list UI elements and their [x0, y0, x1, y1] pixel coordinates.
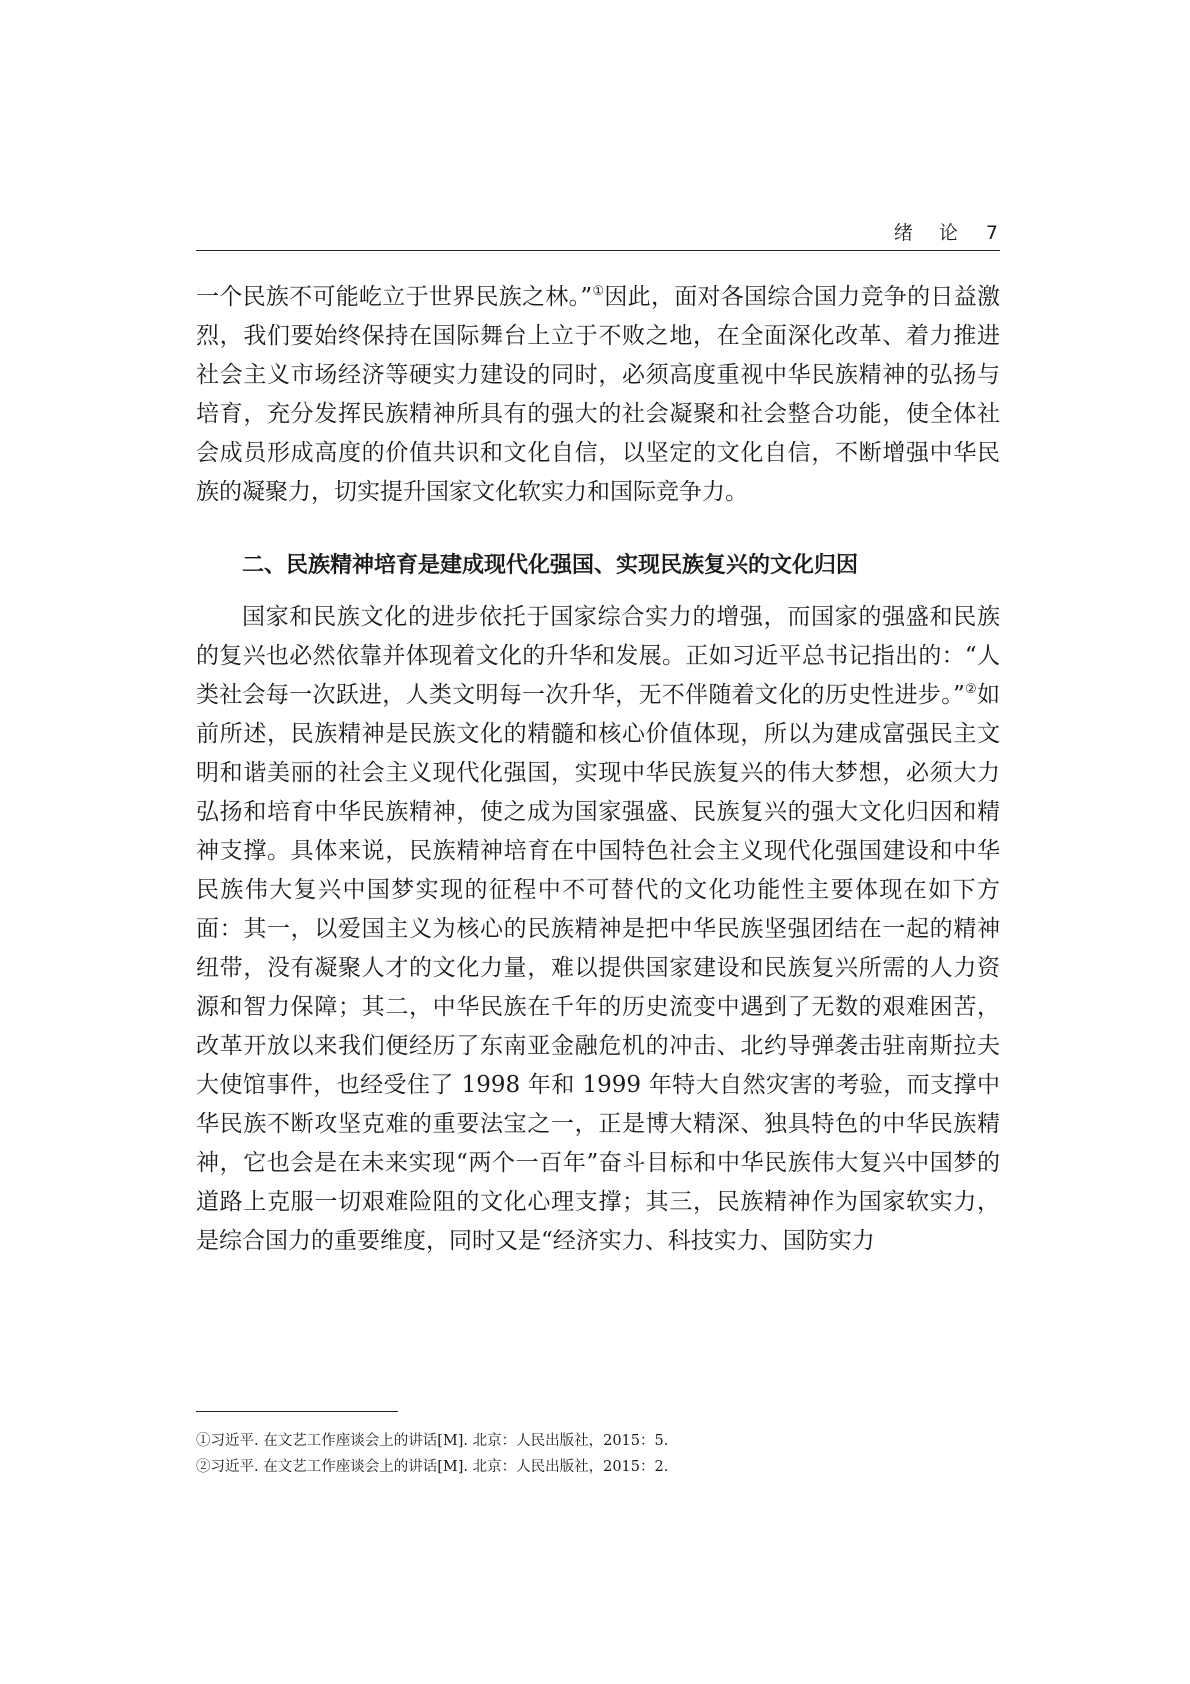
footnote-ref-1[interactable]: ① [592, 284, 605, 299]
footnote-divider [196, 1411, 398, 1412]
paragraph-1-text: 一个民族不可能屹立于世界民族之林。” [196, 284, 593, 310]
section-heading: 二、民族精神培育是建成现代化强国、实现民族复兴的文化归因 [242, 553, 859, 578]
paragraph-1 [196, 278, 1000, 512]
footnote-1: ①习近平. 在文艺工作座谈会上的讲话[M]. 北京：人民出版社，2015：5. [196, 1433, 669, 1449]
footnote-ref-2[interactable]: ② [964, 682, 977, 697]
page-number: 7 [985, 222, 1000, 244]
running-header [196, 220, 1000, 251]
footnote-2: ②习近平. 在文艺工作座谈会上的讲话[M]. 北京：人民出版社，2015：2. [196, 1459, 669, 1475]
footnotes [196, 1428, 1000, 1480]
paragraph-2-text: 国家和民族文化的进步依托于国家综合实力的增强，而国家的强盛和民族的复兴也必然依靠并体现着文化的升华和发展。正如习近平总书记指出的：“人类社会每一次跃进，人类文明每一次升华，无不伴随着文化的历史性进步。” [196, 604, 1000, 708]
section-title: 绪 论 [893, 222, 968, 244]
paragraph-2-rest: 如前所述，民族精神是民族文化的精髓和核心价值体现，所以为建成富强民主文明和谐美丽的社会主义现代化强国，实现中华民族复兴的伟大梦想，必须大力弘扬和培育中华民族精神，使之成为国家强盛、民族复兴的强大文化归因和精神支撑。具体来说，民族精神培育在中国特色社会主义现代化强国建设和中华民族伟大复兴中国梦实现的征程中不可替代的文化功能性主要体现在如下方面：其一，以爱国主义为核心的民族精神是把中华民族坚强团结在一起的精神纽带，没有凝聚人才的文化力量，难以提供国家建设和民族复兴所需的人力资源和智力保障；其二，中华民族在千年的历史流变中遇到了无数的艰难困苦，改革开放以来我们便经历了东南亚金融危机的冲击、北约导弹袭击驻南斯拉夫大使馆事件，也经受住了 1998 年和 1999 年特大自然灾害的考验，而支撑中华民族不断攻坚克难的重要法宝之一，正是博大精深、独具特色的中华民族精神，它也会是在未来实现“两个一百年”奋斗目标和中华民族伟大复兴中国梦的道路上克服一切艰难险阻的文化心理支撑；其三，民族精神作为国家软实力，是综合国力的重要维度，同时又是“经济实力、科技实力、国防实力 [196, 682, 1000, 1254]
body-text [196, 278, 1000, 1261]
paragraph-2 [196, 598, 1000, 1261]
paragraph-1-rest: 因此，面对各国综合国力竞争的日益激烈，我们要始终保持在国际舞台上立于不败之地，在全面深化改革、着力推进社会主义市场经济等硬实力建设的同时，必须高度重视中华民族精神的弘扬与培育，充分发挥民族精神所具有的强大的社会凝聚和社会整合功能，使全体社会成员形成高度的价值共识和文化自信，以坚定的文化自信，不断增强中华民族的凝聚力，切实提升国家文化软实力和国际竞争力。 [196, 284, 1000, 505]
